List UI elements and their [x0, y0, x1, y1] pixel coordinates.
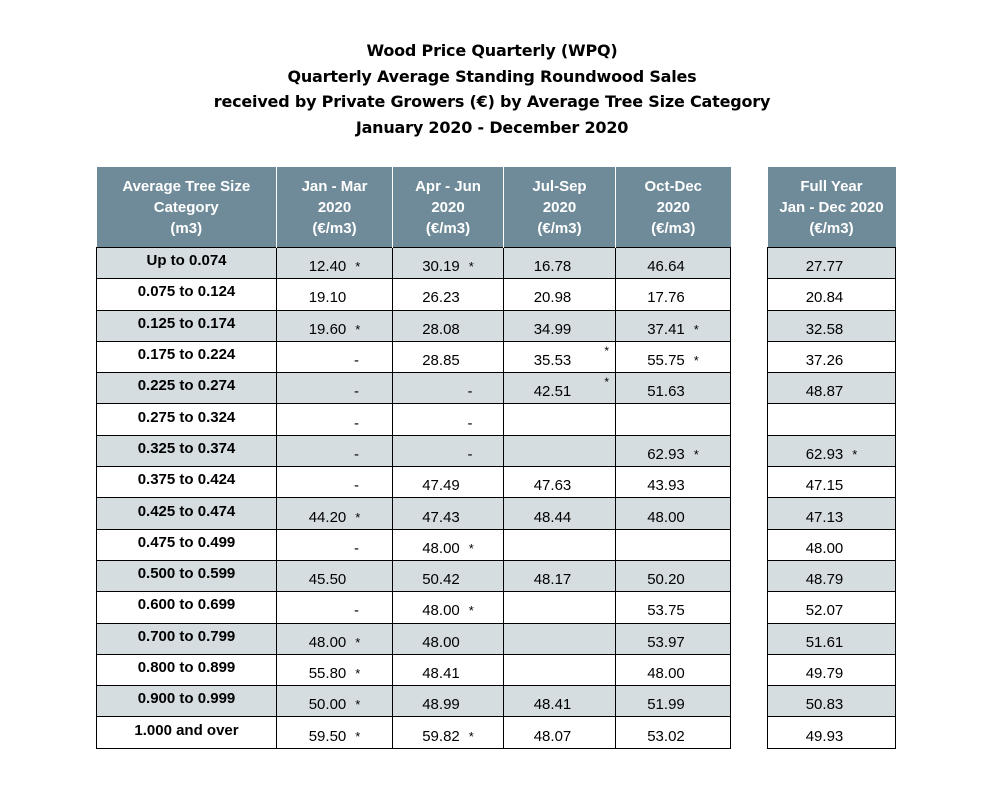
price-cell	[277, 686, 393, 717]
price-cell	[277, 592, 393, 623]
table-row	[97, 341, 731, 372]
table-row	[768, 529, 896, 560]
price-cell	[768, 373, 896, 404]
no-data-dash: -	[354, 539, 359, 557]
price-value: 17.76	[647, 289, 685, 307]
price-cell	[504, 654, 616, 685]
price-value: 28.85	[422, 352, 460, 370]
price-cell	[277, 341, 393, 372]
price-value: 48.00	[805, 539, 844, 557]
price-value: 48.00	[647, 665, 685, 682]
price-cell	[393, 717, 504, 748]
header-line: Jan - Mar	[301, 177, 368, 195]
price-cell	[616, 435, 731, 466]
price-cell	[504, 373, 616, 404]
table-row	[768, 717, 896, 748]
header-line: Apr - Jun	[415, 177, 481, 195]
price-cell	[504, 341, 616, 372]
price-cell	[768, 498, 896, 529]
header-line: 2020	[431, 198, 465, 216]
price-cell	[504, 467, 616, 498]
estimate-flag: *	[693, 321, 699, 337]
price-cell	[768, 435, 896, 466]
header-line: 2020	[542, 198, 577, 216]
quarter-header	[277, 167, 393, 248]
price-value: 48.00	[647, 508, 685, 526]
quarter-header	[393, 167, 504, 248]
no-data-dash: -	[354, 602, 359, 620]
tree-size-category: 0.225 to 0.274	[97, 373, 277, 404]
price-cell	[393, 498, 504, 529]
no-data-dash: -	[467, 383, 473, 401]
price-value: 52.07	[805, 602, 844, 620]
price-value: 48.17	[533, 571, 572, 589]
price-cell	[277, 498, 393, 529]
price-value: 27.77	[805, 258, 844, 276]
no-data-dash: -	[354, 477, 359, 495]
price-value: 47.13	[805, 508, 844, 526]
title-line: Wood Price Quarterly (WPQ)	[366, 41, 618, 60]
table-row	[768, 279, 896, 310]
tree-size-category: 0.075 to 0.124	[97, 279, 277, 310]
table-row	[97, 310, 731, 341]
price-cell	[277, 279, 393, 310]
price-value: 48.00	[422, 633, 460, 651]
estimate-flag: *	[355, 321, 361, 337]
price-cell	[393, 279, 504, 310]
table-row	[97, 560, 731, 591]
tree-size-category: 0.600 to 0.699	[97, 592, 277, 623]
price-cell	[616, 560, 731, 591]
price-cell	[768, 623, 896, 654]
price-value: 59.50	[308, 727, 347, 745]
table-row	[97, 592, 731, 623]
price-value: 53.02	[647, 727, 685, 745]
table-row	[97, 373, 731, 404]
table-row	[97, 248, 731, 279]
tree-size-category: 0.325 to 0.374	[97, 435, 277, 466]
price-value: 32.58	[805, 320, 844, 338]
price-cell	[768, 654, 896, 685]
header-line: 2020	[317, 198, 352, 216]
price-cell	[277, 310, 393, 341]
estimate-flag: *	[468, 728, 474, 744]
table-row	[97, 435, 731, 466]
estimate-flag: *	[468, 540, 474, 556]
price-cell	[768, 279, 896, 310]
price-cell	[393, 592, 504, 623]
price-value: 48.00	[422, 602, 460, 620]
price-value: 50.00	[308, 696, 347, 714]
price-cell	[616, 529, 731, 560]
price-value: 47.43	[422, 508, 460, 526]
price-cell	[768, 310, 896, 341]
price-value: 48.00	[308, 633, 347, 651]
price-cell	[768, 686, 896, 717]
price-cell	[504, 560, 616, 591]
price-cell	[616, 279, 731, 310]
price-value: 43.93	[647, 477, 685, 495]
tree-size-category: Up to 0.074	[97, 248, 277, 279]
tree-size-category: 0.475 to 0.499	[97, 529, 277, 560]
price-value: 51.63	[647, 383, 685, 401]
table-row	[97, 279, 731, 310]
estimate-flag: *	[693, 353, 699, 369]
price-value: 59.82	[422, 727, 460, 745]
price-cell	[393, 467, 504, 498]
price-cell	[768, 467, 896, 498]
tree-size-category: 1.000 and over	[97, 717, 277, 748]
price-cell	[277, 248, 393, 279]
price-value: 48.79	[805, 571, 844, 589]
price-value: 16.78	[533, 258, 572, 276]
price-cell	[504, 404, 616, 435]
price-value: 37.41	[647, 320, 685, 338]
price-value: 20.98	[533, 289, 572, 307]
table-row	[97, 686, 731, 717]
price-cell	[616, 623, 731, 654]
full-year-table	[767, 167, 896, 749]
title-line: January 2020 - December 2020	[355, 117, 629, 137]
price-value: 48.44	[533, 508, 572, 526]
price-cell	[277, 717, 393, 748]
price-cell	[277, 373, 393, 404]
header-line: (€/m3)	[425, 219, 471, 237]
price-cell	[393, 373, 504, 404]
table-row	[768, 623, 896, 654]
table-row	[97, 529, 731, 560]
header-line: Full Year	[800, 177, 863, 195]
price-cell	[616, 248, 731, 279]
price-cell	[277, 467, 393, 498]
estimate-flag: *	[355, 666, 361, 681]
price-value: 51.99	[647, 696, 685, 714]
estimate-flag: *	[355, 728, 361, 744]
header-line: (€/m3)	[809, 219, 854, 237]
table-row	[768, 467, 896, 498]
price-cell	[504, 279, 616, 310]
price-value: 55.80	[308, 665, 347, 682]
table-row	[768, 435, 896, 466]
estimate-flag: *	[604, 343, 609, 358]
price-value: 28.08	[422, 320, 460, 338]
price-cell	[504, 686, 616, 717]
price-value: 42.51	[533, 383, 572, 401]
price-value: 53.97	[647, 633, 685, 651]
price-value: 53.75	[647, 602, 685, 620]
price-cell	[393, 529, 504, 560]
price-cell	[504, 529, 616, 560]
no-data-dash: -	[467, 414, 473, 432]
estimate-flag: *	[468, 603, 474, 619]
price-cell	[504, 310, 616, 341]
table-header-row	[768, 167, 896, 248]
price-value: 47.15	[805, 477, 844, 495]
no-data-dash: -	[467, 445, 473, 463]
price-cell	[616, 717, 731, 748]
document-title	[0, 38, 984, 140]
price-value: 51.61	[805, 633, 844, 651]
price-cell	[393, 248, 504, 279]
table-row	[97, 623, 731, 654]
price-cell	[393, 435, 504, 466]
price-cell	[393, 623, 504, 654]
price-value: 19.10	[308, 289, 347, 307]
price-cell	[768, 341, 896, 372]
table-row	[97, 467, 731, 498]
price-value: 48.41	[422, 665, 460, 682]
tree-size-category: 0.175 to 0.224	[97, 341, 277, 372]
header-line: Oct-Dec	[644, 177, 703, 195]
price-cell	[616, 404, 731, 435]
price-value: 48.41	[533, 696, 572, 714]
header-line: 2020	[656, 198, 690, 216]
tree-size-category: 0.800 to 0.899	[97, 654, 277, 685]
price-cell	[616, 467, 731, 498]
title-line: received by Private Growers (€) by Average Tree Size Category	[213, 92, 771, 111]
table-row	[768, 498, 896, 529]
price-cell	[616, 654, 731, 685]
tree-size-category: 0.275 to 0.324	[97, 404, 277, 435]
price-cell	[768, 717, 896, 748]
estimate-flag: *	[355, 634, 361, 650]
price-value: 45.50	[308, 571, 347, 589]
header-line: Average Tree Size	[122, 177, 251, 195]
price-value: 34.99	[533, 320, 572, 338]
tree-size-category: 0.125 to 0.174	[97, 310, 277, 341]
header-line: (€/m3)	[537, 219, 582, 237]
price-value: 49.79	[805, 665, 844, 682]
no-data-dash: -	[354, 414, 359, 432]
price-value: 26.23	[422, 289, 460, 307]
table-row	[768, 248, 896, 279]
tree-size-category: 0.500 to 0.599	[97, 560, 277, 591]
price-value: 46.64	[647, 258, 685, 276]
price-cell	[768, 404, 896, 435]
estimate-flag: *	[355, 509, 361, 525]
table-row	[768, 560, 896, 591]
price-cell	[504, 435, 616, 466]
header-line: (m3)	[170, 219, 203, 237]
full-year-header	[768, 167, 896, 248]
price-value: 50.20	[647, 571, 685, 589]
price-value: 48.87	[805, 383, 844, 401]
price-cell	[768, 592, 896, 623]
price-value: 48.00	[422, 539, 460, 557]
table-row	[768, 592, 896, 623]
price-cell	[393, 404, 504, 435]
price-value: 47.63	[533, 477, 572, 495]
price-cell	[616, 498, 731, 529]
no-data-dash: -	[354, 352, 359, 370]
header-line: Jan - Dec 2020	[779, 198, 884, 216]
price-value: 62.93	[805, 445, 844, 463]
no-data-dash: -	[354, 445, 359, 463]
price-cell	[768, 248, 896, 279]
price-cell	[616, 686, 731, 717]
header-line: Category	[153, 198, 219, 216]
estimate-flag: *	[355, 259, 361, 275]
price-cell	[277, 529, 393, 560]
price-cell	[393, 654, 504, 685]
price-cell	[616, 373, 731, 404]
table-row	[97, 404, 731, 435]
price-value: 62.93	[647, 445, 685, 463]
price-cell	[768, 560, 896, 591]
price-cell	[504, 248, 616, 279]
price-cell	[393, 686, 504, 717]
price-value: 19.60	[308, 320, 347, 338]
price-value: 20.84	[805, 289, 844, 307]
price-cell	[504, 623, 616, 654]
price-cell	[277, 404, 393, 435]
header-line: (€/m3)	[651, 219, 696, 237]
price-cell	[616, 341, 731, 372]
price-cell	[616, 310, 731, 341]
header-line: (€/m3)	[312, 219, 357, 237]
price-cell	[504, 592, 616, 623]
category-header	[97, 167, 277, 248]
estimate-flag: *	[355, 697, 361, 713]
price-value: 30.19	[422, 258, 460, 276]
estimate-flag: *	[852, 446, 858, 462]
price-cell	[504, 717, 616, 748]
table-row	[768, 341, 896, 372]
price-value: 55.75	[647, 352, 685, 370]
estimate-flag: *	[468, 259, 474, 275]
table-header-row	[97, 167, 731, 248]
price-value: 50.42	[422, 571, 460, 589]
estimate-flag: *	[604, 375, 609, 390]
header-line: Jul-Sep	[532, 177, 587, 195]
price-cell	[768, 529, 896, 560]
price-value: 49.93	[805, 727, 844, 745]
table-row	[768, 373, 896, 404]
price-value: 37.26	[805, 352, 844, 370]
price-value: 47.49	[422, 477, 460, 495]
quarter-header	[504, 167, 616, 248]
estimate-flag: *	[693, 446, 699, 462]
price-cell	[393, 310, 504, 341]
price-cell	[616, 592, 731, 623]
price-cell	[393, 341, 504, 372]
price-cell	[504, 498, 616, 529]
title-line: Quarterly Average Standing Roundwood Sales	[287, 66, 697, 86]
table-row	[768, 654, 896, 685]
table-row	[768, 310, 896, 341]
tree-size-category: 0.700 to 0.799	[97, 623, 277, 654]
tree-size-category: 0.900 to 0.999	[97, 686, 277, 717]
price-value: 35.53	[533, 352, 572, 370]
quarterly-price-table	[96, 167, 731, 749]
table-row	[97, 498, 731, 529]
quarter-header	[616, 167, 731, 248]
tree-size-category: 0.375 to 0.424	[97, 467, 277, 498]
price-value: 48.99	[422, 696, 460, 714]
table-row	[97, 717, 731, 748]
price-cell	[277, 560, 393, 591]
price-value: 44.20	[308, 508, 347, 526]
price-cell	[393, 560, 504, 591]
price-value: 50.83	[805, 696, 844, 714]
table-row	[768, 404, 896, 435]
price-value: 48.07	[533, 727, 572, 745]
tree-size-category: 0.425 to 0.474	[97, 498, 277, 529]
no-data-dash: -	[354, 383, 359, 401]
price-value: 12.40	[308, 258, 347, 276]
table-row	[768, 686, 896, 717]
price-cell	[277, 654, 393, 685]
table-row	[97, 654, 731, 685]
price-cell	[277, 435, 393, 466]
price-cell	[277, 623, 393, 654]
